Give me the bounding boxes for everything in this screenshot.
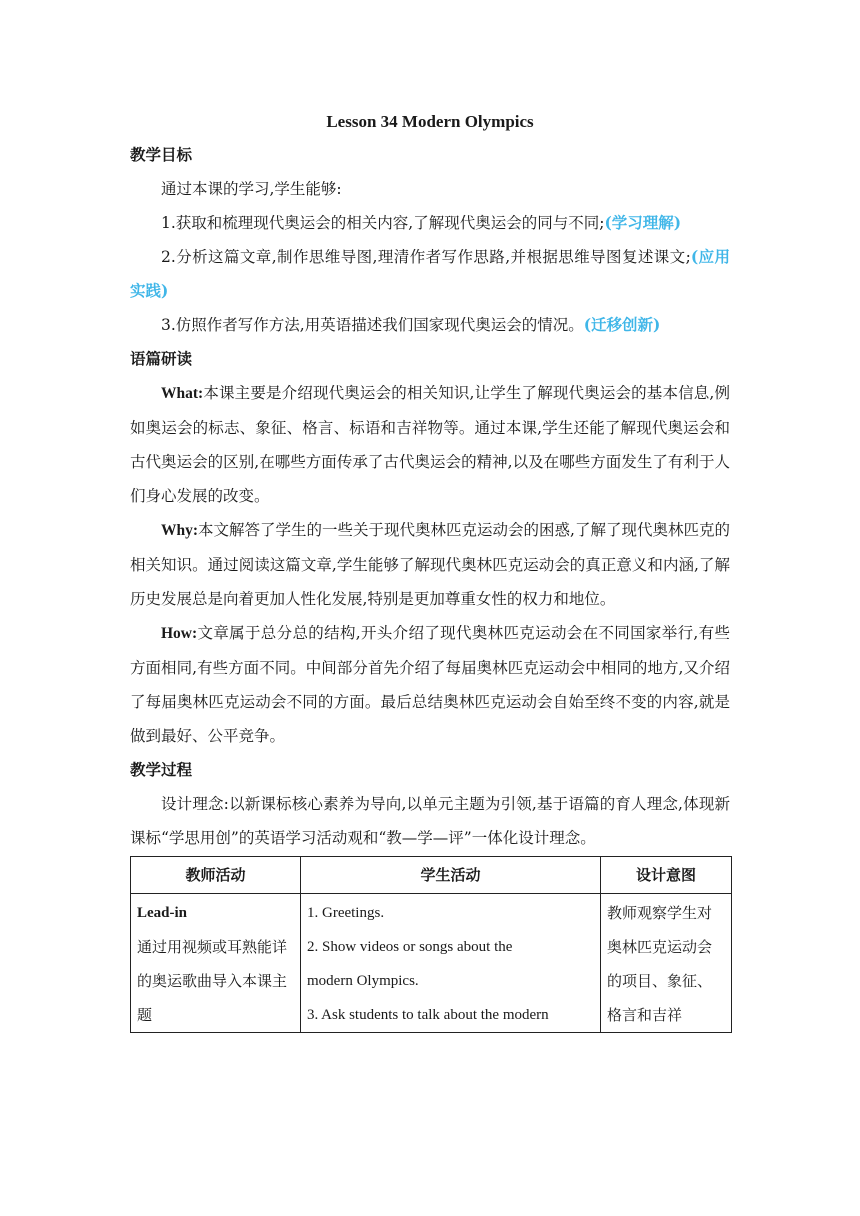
student-activity-line: 2. Show videos or songs about the: [307, 939, 513, 955]
design-intent-cell: 教师观察学生对奥林匹克运动会的项目、象征、格言和吉祥: [601, 894, 732, 1033]
activity-table: [130, 856, 732, 1033]
goal-tag: (迁移创新): [583, 315, 661, 334]
table-row: [131, 894, 732, 1033]
document-page: [130, 106, 730, 1033]
how-label: How:: [161, 625, 198, 642]
goal-text: 1.获取和梳理现代奥运会的相关内容,了解现代奥运会的同与不同;: [161, 214, 605, 232]
why-text: 本文解答了学生的一些关于现代奥林匹克运动会的困惑,了解了现代奥林匹克的相关知识。通过阅读这篇文章,学生能够了解现代奥林匹克运动会的真正意义和内涵,了解历史发展总是向着更加人性化发展,特别是更加尊重女性的权力和地位。: [130, 521, 730, 608]
goal-tag: (应用实践): [130, 247, 730, 300]
how-text: 文章属于总分总的结构,开头介绍了现代奥林匹克运动会在不同国家举行,有些方面相同,有些方面不同。中间部分首先介绍了每届奥林匹克运动会中相同的地方,又介绍了每届奥林匹克运动会不同的方面。最后总结奥林匹克运动会自始至终不变的内容,就是做到最好、公平竞争。: [130, 624, 730, 745]
column-header: 学生活动: [301, 857, 601, 894]
design-concept: 设计理念:以新课标核心素养为导向,以单元主题为引领,基于语篇的育人理念,体现新课标“学思用创”的英语学习活动观和“教—学—评”一体化设计理念。: [130, 795, 730, 847]
goal-text: 2.分析这篇文章,制作思维导图,理清作者写作思路,并根据思维导图复述课文;: [161, 248, 691, 266]
goal-item-3: [130, 308, 730, 342]
goals-heading: 教学目标: [130, 145, 193, 164]
goals-intro: 通过本课的学习,学生能够:: [161, 180, 342, 198]
why-label: Why:: [161, 522, 199, 539]
goal-text: 3.仿照作者写作方法,用英语描述我们国家现代奥运会的情况。: [161, 316, 584, 334]
goal-item-1: [130, 206, 730, 240]
how-paragraph: [130, 616, 730, 753]
lead-in-title: Lead-in: [137, 905, 188, 921]
column-header: 设计意图: [601, 857, 732, 894]
page-title: Lesson 34 Modern Olympics: [326, 112, 534, 131]
analysis-heading: 语篇研读: [130, 349, 193, 368]
table-header-row: [131, 857, 732, 894]
what-label: What:: [161, 385, 204, 402]
student-activity-line: 3. Ask students to talk about the modern: [307, 1007, 549, 1023]
what-paragraph: [130, 376, 730, 513]
goal-item-2: [130, 240, 730, 308]
student-activity-cell: [301, 894, 601, 1033]
process-heading: 教学过程: [130, 760, 193, 779]
what-text: 本课主要是介绍现代奥运会的相关知识,让学生了解现代奥运会的基本信息,例如奥运会的标志、象征、格言、标语和吉祥物等。通过本课,学生还能了解现代奥运会和古代奥运会的区别,在哪些方面传承了古代奥运会的精神,以及在哪些方面发生了有利于人们身心发展的改变。: [130, 384, 730, 505]
teacher-activity-cell: [131, 894, 301, 1033]
teacher-activity-text: 通过用视频或耳熟能详的奥运歌曲导入本课主题: [137, 938, 288, 1024]
student-activity-line: modern Olympics.: [307, 973, 419, 989]
student-activity-line: 1. Greetings.: [307, 905, 385, 921]
column-header: 教师活动: [131, 857, 301, 894]
goal-tag: (学习理解): [604, 213, 682, 232]
why-paragraph: [130, 513, 730, 616]
